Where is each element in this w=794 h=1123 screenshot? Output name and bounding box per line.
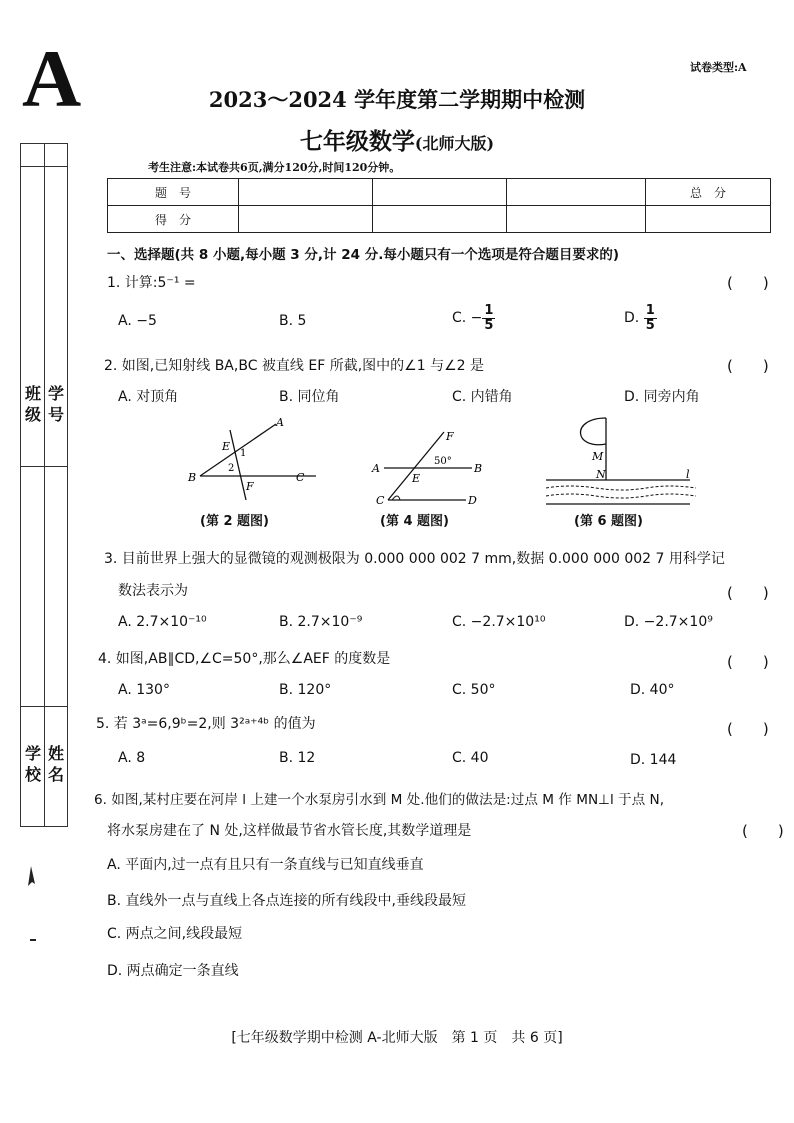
label-f: F <box>446 430 454 443</box>
q1-option-c: C. − $\frac{1}{5}$ <box>452 303 494 333</box>
figure-q6-caption: (第 6 题图) <box>574 514 643 529</box>
exam-subtitle <box>0 123 794 156</box>
score-cell <box>507 179 646 206</box>
q5-option-d: D. 144 <box>630 752 677 768</box>
q2-option-d: D. 同旁内角 <box>624 389 700 405</box>
q1-option-a: A. −5 <box>118 313 157 329</box>
label-e: E <box>412 472 421 485</box>
paper-letter-logo: A <box>22 33 82 124</box>
river-wave-2 <box>546 494 696 498</box>
q4-stem: 4. 如图,AB∥CD,∠C=50°,那么∠AEF 的度数是 <box>98 651 391 667</box>
q2-option-c: C. 内错角 <box>452 389 513 405</box>
score-cell <box>373 206 507 233</box>
label-a: A <box>276 416 284 429</box>
q1-answer-blank[interactable]: ( ) <box>727 274 769 292</box>
score-cell <box>507 206 646 233</box>
q5-option-a: A. 8 <box>118 750 146 766</box>
section-heading: 一、选择题(共 8 小题,每小题 3 分,计 24 分.每小题只有一个选项是符合题目要求的) <box>107 247 619 263</box>
class-label: 班级 <box>24 384 41 424</box>
student-number-label: 学号 <box>47 384 64 424</box>
q3-stem: 3. 目前世界上强大的显微镜的观测极限为 0.000 000 002 7 mm,数据 0.000 000 002 7 用科学记 <box>104 551 725 567</box>
figure-q4-caption: (第 4 题图) <box>380 514 449 529</box>
q2-stem: 2. 如图,已知射线 BA,BC 被直线 EF 所截,图中的∠1 与∠2 是 <box>104 358 484 374</box>
q6-option-b: B. 直线外一点与直线上各点连接的所有线段中,垂线段最短 <box>107 893 466 909</box>
q6-option-d: D. 两点确定一条直线 <box>107 963 239 979</box>
q4-option-b: B. 120° <box>279 682 332 698</box>
figure-q4 <box>368 426 488 512</box>
score-cell <box>373 179 507 206</box>
label-b: B <box>188 471 197 484</box>
q4-answer-blank[interactable]: ( ) <box>727 653 769 671</box>
q6-stem-continued: 将水泵房建在了 N 处,这样做最节省水管长度,其数学道理是 <box>107 823 472 839</box>
q6-answer-blank[interactable]: ( ) <box>742 822 784 840</box>
q1-option-b: B. 5 <box>279 313 307 329</box>
label-b: B <box>474 462 483 475</box>
label-c: C <box>296 471 305 484</box>
q3-option-d: D. −2.7×10⁹ <box>624 614 713 630</box>
q4-option-a: A. 130° <box>118 682 170 698</box>
q3-option-c: C. −2.7×10¹⁰ <box>452 614 546 630</box>
ray-ba <box>200 424 276 476</box>
q3-stem-continued: 数法表示为 <box>118 583 188 599</box>
score-cell <box>239 179 373 206</box>
q6-stem: 6. 如图,某村庄要在河岸 l 上建一个水泵房引水到 M 处.他们的做法是:过点 M 作 MN⊥l 于点 N, <box>94 792 665 808</box>
label-f: F <box>246 480 254 493</box>
scan-mark <box>20 862 44 946</box>
q1-option-d: D. $\frac{1}{5}$ <box>624 303 655 333</box>
candidate-notice: 考生注意:本试卷共6页,满分120分,时间120分钟。 <box>148 161 401 174</box>
village-outline <box>580 418 606 445</box>
label-angle-50: 50° <box>434 456 452 467</box>
q3-answer-blank[interactable]: ( ) <box>727 584 769 602</box>
q3-option-a: A. 2.7×10⁻¹⁰ <box>118 614 207 630</box>
label-angle-1: 1 <box>240 448 247 459</box>
total-score-cell <box>646 206 771 233</box>
page-footer: [七年级数学期中检测 A-北师大版 第 1 页 共 6 页] <box>231 1030 563 1046</box>
score-cell <box>239 206 373 233</box>
label-n: N <box>596 468 606 481</box>
figure-q2 <box>180 412 330 512</box>
label-a: A <box>372 462 380 475</box>
river-wave-1 <box>546 486 696 490</box>
q4-option-d: D. 40° <box>630 682 675 698</box>
q4-option-c: C. 50° <box>452 682 496 698</box>
q5-answer-blank[interactable]: ( ) <box>727 720 769 738</box>
label-angle-2: 2 <box>228 463 235 474</box>
subject-name: 七年级数学 <box>299 128 415 155</box>
q5-option-c: C. 40 <box>452 750 489 766</box>
total-label: 总 分 <box>646 179 771 206</box>
label-c: C <box>376 494 385 507</box>
q6-option-c: C. 两点之间,线段最短 <box>107 926 243 942</box>
q2-answer-blank[interactable]: ( ) <box>727 357 769 375</box>
name-label: 姓名 <box>47 744 64 784</box>
q6-option-a: A. 平面内,过一点有且只有一条直线与已知直线垂直 <box>107 857 424 873</box>
label-e: E <box>222 440 231 453</box>
figure-q2-caption: (第 2 题图) <box>200 514 269 529</box>
question-number-label: 题 号 <box>108 179 239 206</box>
q3-option-b: B. 2.7×10⁻⁹ <box>279 614 363 630</box>
q5-stem: 5. 若 3ᵃ=6,9ᵇ=2,则 3²ᵃ⁺⁴ᵇ 的值为 <box>96 716 316 732</box>
score-row-label: 得 分 <box>108 206 239 233</box>
school-label: 学校 <box>24 744 41 784</box>
q2-option-b: B. 同位角 <box>279 389 340 405</box>
exam-title: 2023～2024 学年度第二学期期中检测 <box>208 87 586 112</box>
label-l: l <box>686 468 690 481</box>
q1-stem: 1. 计算:5⁻¹ = <box>107 275 196 291</box>
q5-option-b: B. 12 <box>279 750 316 766</box>
figure-q6 <box>540 414 700 510</box>
paper-type: 试卷类型:A <box>690 61 747 74</box>
q2-option-a: A. 对顶角 <box>118 389 179 405</box>
binding-column <box>20 143 68 827</box>
edition-label: (北师大版) <box>414 134 495 153</box>
score-table <box>107 178 771 233</box>
label-m: M <box>592 450 604 463</box>
label-d: D <box>468 494 477 507</box>
